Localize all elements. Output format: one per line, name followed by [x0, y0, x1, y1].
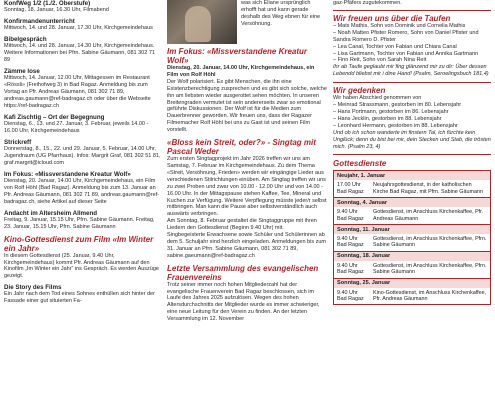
services-table	[333, 170, 491, 305]
section-title: Konfirmandenunterricht	[4, 18, 75, 26]
section-body: Dienstag, 20. Januar, 14.00 Uhr, Kirchgemeindehaus, ein Film von Rolf Höhl (Bad Ragaz). Anmeldung bis zum 13. Januar an Pfr. Andreas Gäumann, 081 302 71 89, andreas.gaumann@ref-badragaz.ch, siehe Artikel auf dieser Seite	[4, 178, 160, 205]
service-day: Sonntag, 4. Januar	[334, 198, 491, 208]
section-body: Zum ersten Singtagprojekt im Jahr 2026 treffen wir uns am Samstag, 7. Februar im Kirchgemeindehaus. Zu dem Thema «Streit, Versöhnung, Frieden» werden wir eingängige Lieder aus verschiedenen Stilrichtungen einüben. Am Singtag treffen wir uns zu zwei Proben und zwar von 10.00 - 12.00 Uhr und von 14.00 - 16.00 Uhr. In der Mittagspause stehen Kaffee, Tee, Mineral und Kuchen zur Verfügung. Weitere Verpflegung müsste jeder/r selbst mitbringen. Man kann die Pause aber selbstverständlich auch auswärts verbringen.	[167, 156, 327, 218]
service-time: 9.40 Uhr Bad Ragaz	[337, 262, 364, 276]
section-title: Wir freuen uns über die Taufen	[333, 13, 451, 23]
section-singtag	[167, 138, 327, 260]
service-time: 9.40 Uhr Bad Ragaz	[337, 289, 364, 303]
section-body-2: Am Sonntag, 8. Februar gestaltet die Singtaggruppe mit ihren Liedern den Gottesdienst (Beginn 9.40 Uhr) mit.	[167, 218, 317, 232]
list-item: – Leonhard Hermann, gestorben im 88. Lebensjahr	[333, 122, 458, 129]
section-title: Kino-Gottesdienst zum Film «Im Winter ein Jahr»	[4, 234, 154, 253]
section-strickreff	[4, 139, 162, 167]
services-title: Gottesdienste	[333, 159, 387, 169]
section-title: Kafi Zischtig – Ort der Begegnung	[4, 113, 105, 121]
section-title: KonfWeg 1/2 (1./2. Oberstufe)	[4, 0, 91, 7]
section-body-3: Singbegeisterte Erwachsene sowie Schüler und Schülerinnen ab dem 5. Schuljahr sind herzlich eingeladen. Anmeldungen bis zum 31. Januar an Pfrn. Sabine Gäumann, 081 302 71 89, sabine.gaeumann@ref-badragaz.ch	[167, 232, 326, 259]
service-description: Gottesdienst, im Anschluss Kirchenkaffee, Pfrn. Sabine Gäumann	[373, 262, 487, 276]
section-lead: Dienstag, 20. Januar, 14.00 Uhr, Kirchgemeindehaus, ein Film von Rolf Höhl	[167, 65, 315, 78]
section-kino-gottesdienst	[4, 235, 162, 281]
divider	[333, 82, 491, 83]
section-body: Sonntag, 18. Januar, 16.30 Uhr, Filmabend	[4, 7, 109, 14]
service-description: Gottesdienst, im Anschluss Kirchenkaffee, Pfrn. Sabine Gäumann	[373, 236, 487, 249]
section-konfirmanden	[4, 18, 162, 32]
column-left	[4, 0, 162, 400]
section-body: Ein Jahr nach dem Tod eines Sohnes enthüllen sich hinter der Fassade einer gut situierten Fa-	[4, 291, 155, 305]
list-item: – Hans Portmann, gestorben im 86. Lebensjahr	[333, 108, 449, 115]
section-title: Zämme lose	[4, 68, 40, 76]
section-body: Trotz seiner immer noch hohen Mitgliederzahl hat der evangelische Frauenverein Bad Ragaz beschlossen, sich im Laufe des Jahres 2025 aufzulösen. Wegen des hohen Altersdurchschnitts der Mitglieder wurde es immer schwieriger, eine neue Leitung für den Verein zu finden. An der letzten Versammlung im 12. November	[167, 281, 320, 323]
section-title: «Bloss kein Streit, oder?» - Singtag mit Pascal Weder	[167, 138, 316, 157]
section-body: Freitag, 9. Januar, 15.15 Uhr, Pfrn. Sabine Gäumann. Freitag, 23. Januar, 15.15 Uhr, Pfrn. Sabine Gäumann	[4, 216, 155, 230]
list-item: – Finn Reit, Sohn von Sarah Nina Reit	[333, 57, 427, 64]
verse: Ihr ab Taufe geglaubt mir fing glänzend mir zu dir: Über dessen Lebendd bliebst mir i dine Hand! (Psalm, Seroelingsbuch 181,4)	[333, 64, 489, 78]
divider	[333, 10, 491, 11]
section-gedenken	[333, 86, 491, 150]
section-body: Mittwoch, 14. Januar, 12.00 Uhr, Mittagessen im Restaurant «Rössli» (Freihofweg 3) in Bad Ragaz. Anmeldung bis zum Vortag an Pfr. Andreas Gäumann, 081 302 71 89, andreas.gaumann@ref-badragaz.ch oder über die Webseite https://ref-badragaz.ch	[4, 75, 151, 109]
photo-person	[185, 6, 211, 42]
service-day: Neujahr, 1. Januar	[334, 171, 491, 181]
section-body: Mittwoch, 14. und 28. Januar, 17.30 Uhr, Kirchgemeindehaus	[4, 25, 153, 32]
section-body: In diesem Gottesdienst (25. Januar, 9.40 Uhr, Kirchgemeindehaus) kommt Pfr. Andreas Gäumann auf den Kinofilm „Im Winter ein Jahr“ ins Gespräch. Es werden Auszüge gezeigt.	[4, 252, 159, 280]
section-title: Letzte Versammlung des evangelischen Frauenvereins	[167, 263, 319, 282]
list-item: – Noah Matteo Pfister Romero, Sohn von Daniel Pfister und Sandra Romero D. Pfister	[333, 29, 479, 43]
section-title: Wir gedenken	[333, 86, 386, 96]
section-zaemme-lose	[4, 68, 162, 110]
section-frauenverein	[167, 264, 327, 323]
section-body: Dienstag, 6., 13. und 27. Januar, 3. Februar, jeweils 14.00 - 16.00 Uhr, Kirchgemeindehaus	[4, 121, 149, 134]
section-title: Im Fokus: «Missverstandene Kreatur Wolf»	[4, 170, 131, 178]
service-description: Neujahrsgottesdienst, in der katholischen Kirche Bad Ragaz, mit Pfrn. Sabine Gäumann	[373, 182, 483, 195]
taufen-list	[333, 23, 491, 64]
section-konfweg	[4, 0, 162, 14]
service-day: Sonntag, 25. Januar	[334, 278, 491, 288]
list-item: – Hans Jecklin, gestorben im 88. Lebensjahr	[333, 115, 442, 122]
section-kafi-zischtig	[4, 114, 162, 135]
section-body: Mittwoch, 14. und 28. Januar, 14.30 Uhr, Kirchgemeindehaus. Weitere Informationen bei Pfrn. Sabine Gäumann, 081 302 71 89	[4, 43, 155, 64]
section-title: Im Fokus: «Missverstandene Kreatur Wolf»	[167, 47, 308, 65]
service-time: 9.40 Uhr Bad Ragaz	[337, 236, 364, 249]
service-day: Sonntag, 18. Januar	[334, 251, 491, 261]
film-photo	[167, 0, 237, 44]
gedenken-list	[333, 102, 491, 130]
continued-text: gaz-Pfäfers zugutekommen.	[333, 0, 402, 6]
column-middle	[167, 0, 327, 400]
service-description: Gottesdienst, im Anschluss Kirchenkaffee, Pfr. Andreas Gäumann	[373, 209, 484, 222]
section-intro: Wir haben Abschied genommen von	[333, 95, 422, 102]
section-title: Bibelgespräch	[4, 36, 47, 44]
section-fokus	[167, 47, 327, 134]
section-title: Andacht im Altersheim Allmend	[4, 209, 98, 217]
service-description: Kino-Gottesdienst, im Anschluss Kirchenkaffee, Pfr. Andreas Gäumann	[373, 289, 487, 303]
divider	[333, 154, 491, 155]
section-andacht	[4, 210, 162, 231]
section-taufen	[333, 14, 491, 78]
service-day: Sonntag, 11. Januar	[334, 225, 491, 235]
column-right	[333, 0, 491, 400]
list-item: – Meinrad Strassmann, gestorben im 80. Lebensjahr	[333, 102, 462, 109]
section-story	[4, 284, 162, 305]
verse: Und ob ich schon wanderte im finstern Tal, ich fürchte kein Unglück; denn du bist bei mir, dein Stecken und Stab, die trösten mich. (Psalm 23, 4)	[333, 129, 491, 150]
section-body: Der Wolf polarisiert. Es gibt Menschen, die ihn eine Existenzberechtigung zusprechen und es gibt sich solche, welche ihn am liebsten wieder ausgerottet sehen möchten. In unseren Breitengraden vermutet ist sein andererseits zwar so emotional geführte Diskussionen. Der Wolf ist für die Medien zum Dauerbrenner geworden. Wir freuen uns, dass der Ragazer Filmemacher Rolf Höhl bei uns zu Gast ist und seinen Film vorstellt.	[167, 78, 327, 134]
section-body: Donnerstag, 8., 15., 22. und 29. Januar, 5. Februar, 14.00 Uhr, Jugendraum (UG Pfarrhaus). Infos: Margrit Graf, 081 302 51 81, graf.margrit@icloud.com	[4, 146, 161, 166]
service-time: 17.00 Uhr Bad Ragaz	[337, 182, 364, 195]
list-item: – Lisa Gartmann, Tochter von Fabian und Annika Gartmann	[333, 50, 479, 57]
continued-text: was sich Eliane ursprünglich erhofft hat und kann gerade deshalb des Weg ebnen für eine Versöhnung.	[241, 0, 321, 27]
list-item: – Mats Mathis, Sohn von Dominik und Cornelia Mathis	[333, 22, 466, 29]
list-item: – Lea Canal, Tochter von Fabian und Chiara Canal	[333, 43, 457, 50]
section-title: Strickreff	[4, 138, 32, 146]
service-time: 9.40 Uhr Bad Ragaz	[337, 209, 364, 222]
section-bibelgespraech	[4, 36, 162, 64]
section-title: Die Story des Films	[4, 284, 62, 292]
section-fokus-short	[4, 171, 162, 206]
